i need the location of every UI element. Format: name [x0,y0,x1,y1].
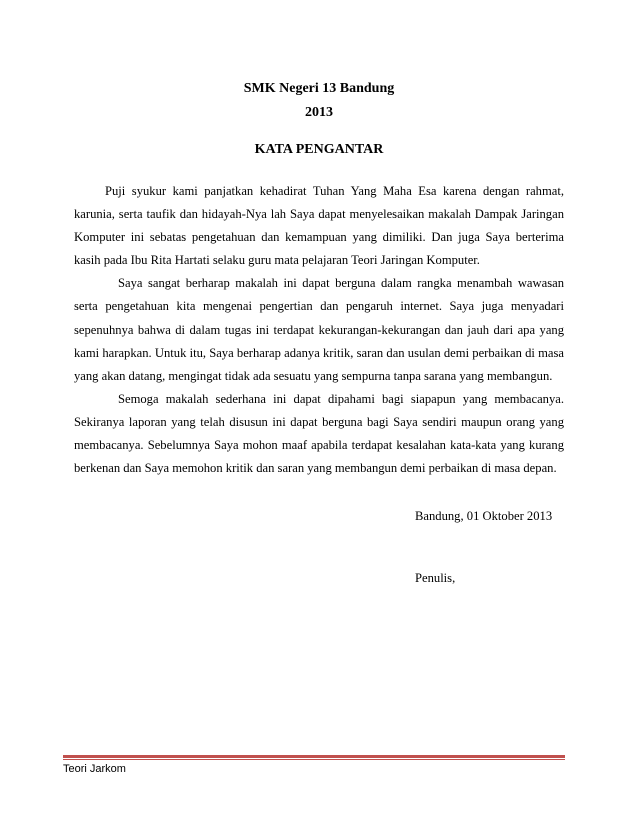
footer-rule-thick [63,755,565,758]
author-label: Penulis, [415,571,456,585]
year-title: 2013 [305,105,333,120]
footer-label: Teori Jarkom [63,763,126,775]
body-text [74,180,564,480]
footer-rule-thin [63,759,565,760]
paragraph-1: Puji syukur kami panjatkan kehadirat Tuhan Yang Maha Esa karena dengan rahmat, karunia, serta taufik dan hidayah-Nya lah Saya dapat menyelesaikan makalah Dampak Jaringan Komputer ini sebatas pengetahuan dan kemampuan yang dimiliki. Dan juga Saya berterima kasih pada Ibu Rita Hartati selaku guru mata pelajaran Teori Jaringan Komputer. [74,184,564,268]
paragraph-2: Saya sangat berharap makalah ini dapat berguna dalam rangka menambah wawasan serta pengetahuan kita mengenai pengertian dan pengaruh internet. Saya juga menyadari sepenuhnya bahwa di dalam tugas ini terdapat kekurangan-kekurangan dan jauh dari apa yang kami harapkan. Untuk itu, Saya berharap adanya kritik, saran dan usulan demi perbaikan di masa yang akan datang, mengingat tidak ada sesuatu yang sempurna tanpa sarana yang membangun. [74,276,564,383]
paragraph-3: Semoga makalah sederhana ini dapat dipahami bagi siapapun yang membacanya. Sekiranya laporan yang telah disusun ini dapat berguna bagi Saya sendiri maupun orang yang membacanya. Sebelumnya Saya mohon maaf apabila terdapat kesalahan kata-kata yang kurang berkenan dan Saya memohon kritik dan saran yang membangun demi perbaikan di masa depan. [74,391,564,476]
place-date: Bandung, 01 Oktober 2013 [415,509,553,523]
school-title: SMK Negeri 13 Bandung [243,81,395,96]
section-heading: KATA PENGANTAR [254,142,384,157]
